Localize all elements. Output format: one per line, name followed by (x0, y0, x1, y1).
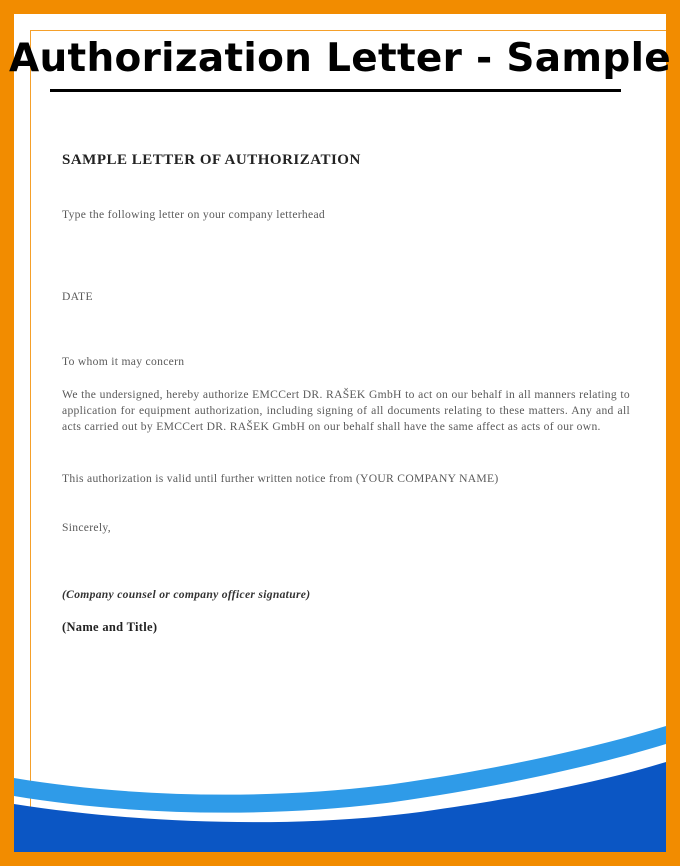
letter-heading: SAMPLE LETTER OF AUTHORIZATION (62, 152, 361, 168)
date-label: DATE (62, 290, 93, 303)
closing: Sincerely, (62, 521, 111, 534)
title-underline (50, 89, 621, 92)
salutation: To whom it may concern (62, 355, 185, 368)
signature-placeholder: (Company counsel or company officer signature) (62, 588, 311, 601)
body-paragraph-2: This authorization is valid until further written notice from (YOUR COMPANY NAME) (62, 472, 499, 485)
name-title-placeholder: (Name and Title) (62, 620, 158, 634)
body-paragraph-1: We the undersigned, hereby authorize EMCCert DR. RAŠEK GmbH to act on our behalf in all manners relating to application for equipment authorization, including signing of all documents relating to these matters. Any and all acts carried out by EMCCert DR. RAŠEK GmbH on our behalf shall have the same affect as acts of our own. (62, 388, 630, 433)
instruction-text: Type the following letter on your company letterhead (62, 208, 326, 221)
banner-title: Authorization Letter - Sample (8, 36, 671, 81)
decorative-wave (14, 700, 666, 852)
